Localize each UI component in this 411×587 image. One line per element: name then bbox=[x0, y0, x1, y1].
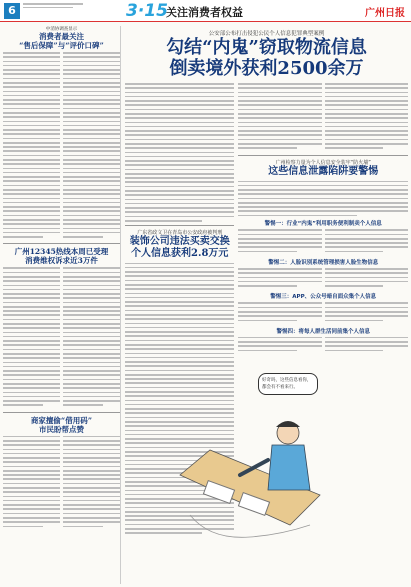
main-story2-headline: 这些信息泄露陷阱要警惕 bbox=[268, 165, 379, 177]
issue-meta bbox=[23, 3, 93, 10]
subhead-4: 警惕四：将每人群生活同前集个人信息 bbox=[276, 328, 370, 335]
left-story3-headline-1: 商家擅偷“借用码” bbox=[30, 415, 93, 425]
main-story3-headline-1: 装饰公司违法买卖交换 bbox=[129, 235, 230, 247]
main-story3-headline-2: 个人信息获利2.8万元 bbox=[131, 247, 229, 259]
left-story1-headline-1: 消费者最关注 bbox=[39, 32, 84, 41]
banner-title: 关注消费者权益 bbox=[166, 6, 243, 19]
left-story1-kicker: 中消协调查显示 bbox=[45, 27, 78, 32]
main-story1-kicker: 公安部公布打击侵犯公民个人信息犯罪典型案例 bbox=[208, 31, 325, 37]
subhead-2: 警惕二：人脸识别系统管理损害人脸生物信息 bbox=[268, 260, 379, 267]
main-story3-kicker: 广东省政文卫在青岛市公安政府被判刑 bbox=[137, 229, 223, 236]
left-story2-headline-2: 消费维权诉求近3万件 bbox=[25, 256, 98, 266]
left-story3-headline-2: 市民盼帮点赞 bbox=[39, 424, 84, 434]
page-number: 6 bbox=[4, 3, 20, 19]
page-header bbox=[0, 0, 411, 22]
main-story1-headline-2: 倒卖境外获利2500余万 bbox=[169, 58, 364, 79]
main-story1-headline-1: 勾结“内鬼”窃取物流信息 bbox=[166, 37, 367, 58]
left-story3-body bbox=[3, 436, 120, 530]
main-story2-kicker: 广州检察力量为个人信息安全装牢“防火墙” bbox=[275, 159, 371, 166]
newspaper-logo: 广州日报 bbox=[365, 8, 405, 19]
left-column bbox=[3, 26, 121, 584]
subhead-1: 警惕一：行业“内鬼”利用职务便利制卖个人信息 bbox=[264, 221, 382, 228]
illustration bbox=[170, 365, 340, 555]
left-story1-body bbox=[3, 52, 120, 240]
banner-315: 3·15 bbox=[126, 1, 168, 21]
left-story1-headline-2: “售后保障”与“评价口碑” bbox=[19, 41, 104, 50]
speech-bubble: 好奇吗，这些信息看你，都会有不看来行。 bbox=[258, 373, 318, 395]
left-story2-headline-1: 广州12345热线本周已受理 bbox=[14, 247, 109, 257]
left-story2-body bbox=[3, 267, 120, 408]
subhead-3: 警惕三：APP、公众号暗自面众集个人信息 bbox=[270, 294, 377, 301]
